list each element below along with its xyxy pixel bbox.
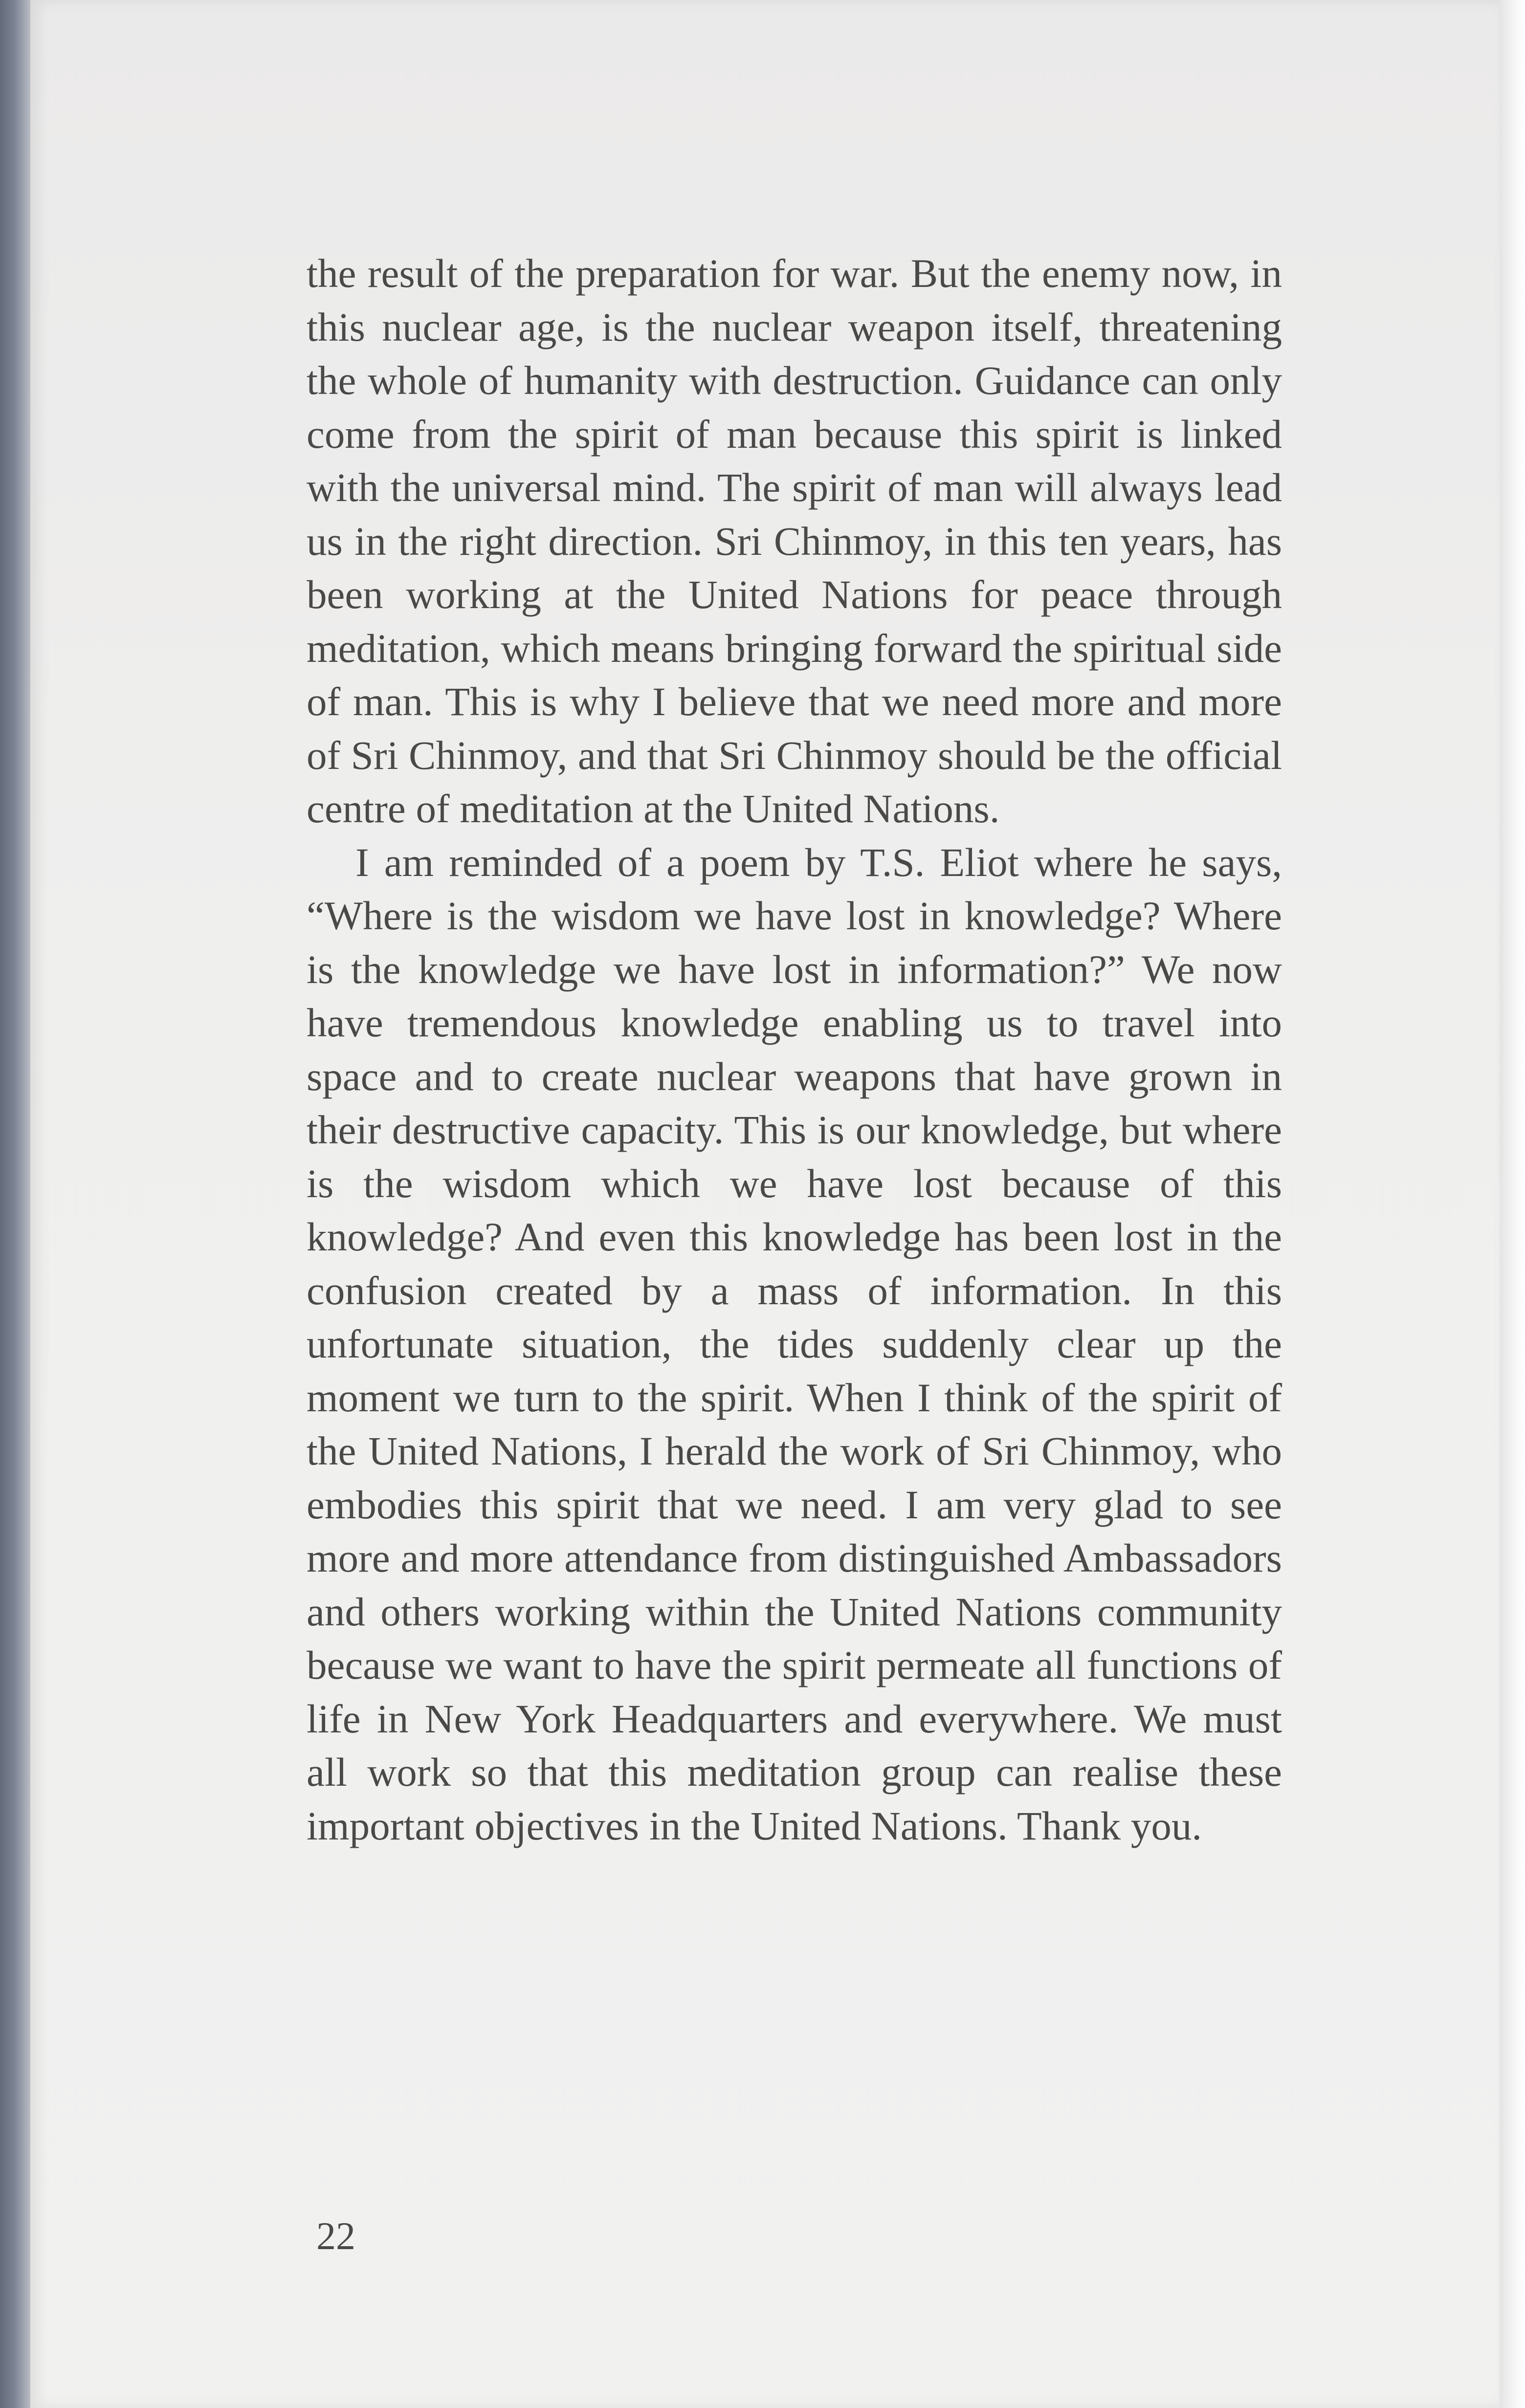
paragraph-1: the result of the preparation for war. But the enemy now, in this nuclear age, is the nuclear weapon itself, threatening the whole of humanity with destruction. Guidance can only come from the spirit of man because this spirit is linked with the universal mind. The spirit of man will always lead us in the right direction. Sri Chinmoy, in this ten years, has been working at the United Nations for peace through meditation, which means bringing forward the spiritual side of man. This is why I believe that we need more and more of Sri Chinmoy, and that Sri Chinmoy should be the official centre of meditation at the United Nations.	[307, 251, 1282, 831]
paragraph-2: I am reminded of a poem by T.S. Eliot where he says, “Where is the wisdom we have lost in knowledge? Where is the knowledge we have lost in information?” We now have tremendous knowledge enabling us to travel into space and to create nuclear weapons that have grown in their destructive capacity. This is our knowledge, but where is the wisdom which we have lost because of this knowledge? And even this knowledge has been lost in the confusion created by a mass of information. In this unfortunate situation, the tides suddenly clear up the moment we turn to the spirit. When I think of the spirit of the United Nations, I herald the work of Sri Chinmoy, who embodies this spirit that we need. I am very glad to see more and more attendance from distinguished Ambassadors and others working within the United Nations community because we want to have the spirit permeate all functions of life in New York Headquarters and everywhere. We must all work so that this meditation group can realise these important objectives in the United Nations. Thank you.	[307, 839, 1282, 1848]
scanner-left-edge	[0, 0, 30, 2408]
body-text	[307, 247, 1282, 1853]
page-number: 22	[316, 2215, 355, 2258]
book-page	[30, 0, 1500, 2408]
scanner-right-edge	[1500, 0, 1525, 2408]
